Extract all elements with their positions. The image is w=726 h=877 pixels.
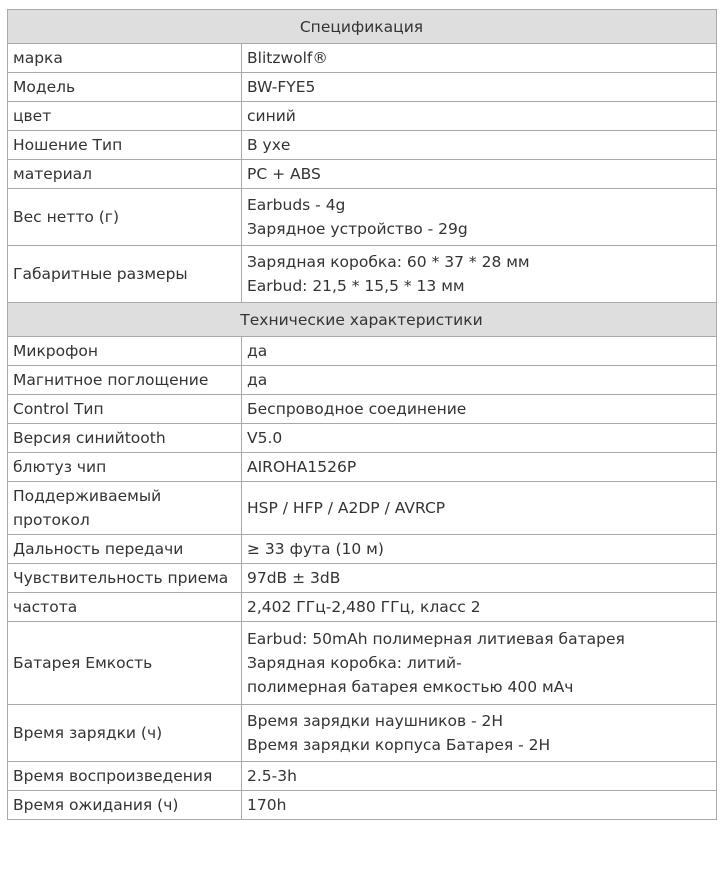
table-row <box>8 102 717 131</box>
row-label: Чувствительность приема <box>8 564 242 593</box>
section-title: Технические характеристики <box>8 303 717 337</box>
table-row <box>8 337 717 366</box>
row-label: Вес нетто (г) <box>8 189 242 246</box>
row-value-line: синий <box>247 107 296 125</box>
row-value-line: В ухе <box>247 136 291 154</box>
table-row <box>8 593 717 622</box>
row-value <box>242 593 717 622</box>
row-value-line: 97dB ± 3dB <box>247 569 341 587</box>
row-label: Магнитное поглощение <box>8 366 242 395</box>
row-value <box>242 424 717 453</box>
row-value-line: Время зарядки наушников - 2H <box>247 712 504 730</box>
row-value <box>242 564 717 593</box>
row-value-line: Зарядное устройство - 29g <box>247 220 468 238</box>
row-label: Ношение Тип <box>8 131 242 160</box>
row-value-line: Зарядная коробка: 60 * 37 * 28 мм <box>247 253 530 271</box>
row-value-line: полимерная батарея емкостью 400 мАч <box>247 678 574 696</box>
row-value <box>242 762 717 791</box>
spec-table <box>7 9 717 820</box>
row-label: блютуз чип <box>8 453 242 482</box>
row-value-line: BW-FYE5 <box>247 78 316 96</box>
table-row <box>8 131 717 160</box>
row-value-line: 2,402 ГГц-2,480 ГГц, класс 2 <box>247 598 481 616</box>
row-value <box>242 337 717 366</box>
row-value-line: PC + ABS <box>247 165 321 183</box>
row-label: Версия синийtooth <box>8 424 242 453</box>
row-label: Дальность передачи <box>8 535 242 564</box>
table-row <box>8 482 717 535</box>
row-label: материал <box>8 160 242 189</box>
row-value <box>242 131 717 160</box>
row-value-line: Время зарядки корпуса Батарея - 2H <box>247 736 551 754</box>
row-value-line: Беспроводное соединение <box>247 400 467 418</box>
row-label: Время ожидания (ч) <box>8 791 242 820</box>
row-value <box>242 366 717 395</box>
row-value <box>242 622 717 705</box>
row-label: Время воспроизведения <box>8 762 242 791</box>
row-label: Габаритные размеры <box>8 246 242 303</box>
table-row <box>8 395 717 424</box>
row-value <box>242 482 717 535</box>
table-row <box>8 160 717 189</box>
row-label: частота <box>8 593 242 622</box>
row-value-line: AIROHA1526P <box>247 458 357 476</box>
row-value-line: Зарядная коробка: литий- <box>247 654 462 672</box>
table-row <box>8 44 717 73</box>
row-value-line: V5.0 <box>247 429 283 447</box>
section-title: Спецификация <box>8 10 717 44</box>
row-value-line: Blitzwolf® <box>247 49 328 67</box>
row-value-line: да <box>247 342 268 360</box>
row-value-line: Earbud: 21,5 * 15,5 * 13 мм <box>247 277 465 295</box>
row-label: Микрофон <box>8 337 242 366</box>
row-value <box>242 246 717 303</box>
section-header-row <box>8 10 717 44</box>
table-row <box>8 73 717 102</box>
row-value <box>242 44 717 73</box>
row-label: Control Тип <box>8 395 242 424</box>
row-value-line: HSP / HFP / A2DP / AVRCP <box>247 499 446 517</box>
row-value <box>242 395 717 424</box>
row-value <box>242 189 717 246</box>
table-row <box>8 705 717 762</box>
row-label: Модель <box>8 73 242 102</box>
row-label: марка <box>8 44 242 73</box>
row-value-line: 170h <box>247 796 287 814</box>
spec-table-body <box>8 10 717 820</box>
row-label: Батарея Емкость <box>8 622 242 705</box>
row-value <box>242 160 717 189</box>
row-value <box>242 535 717 564</box>
table-row <box>8 535 717 564</box>
row-label: цвет <box>8 102 242 131</box>
row-label: Поддерживаемый протокол <box>8 482 242 535</box>
section-header-row <box>8 303 717 337</box>
row-value <box>242 791 717 820</box>
table-row <box>8 564 717 593</box>
table-row <box>8 366 717 395</box>
row-value-line: да <box>247 371 268 389</box>
row-value <box>242 453 717 482</box>
row-value <box>242 705 717 762</box>
row-label: Время зарядки (ч) <box>8 705 242 762</box>
row-value <box>242 73 717 102</box>
row-value-line: Earbud: 50mAh полимерная литиевая батарея <box>247 630 625 648</box>
row-value-line: Earbuds - 4g <box>247 196 346 214</box>
table-row <box>8 622 717 705</box>
table-row <box>8 762 717 791</box>
table-row <box>8 791 717 820</box>
row-value <box>242 102 717 131</box>
table-row <box>8 453 717 482</box>
table-row <box>8 424 717 453</box>
table-row <box>8 189 717 246</box>
table-row <box>8 246 717 303</box>
row-value-line: ≥ 33 фута (10 м) <box>247 540 384 558</box>
row-value-line: 2.5-3h <box>247 767 297 785</box>
